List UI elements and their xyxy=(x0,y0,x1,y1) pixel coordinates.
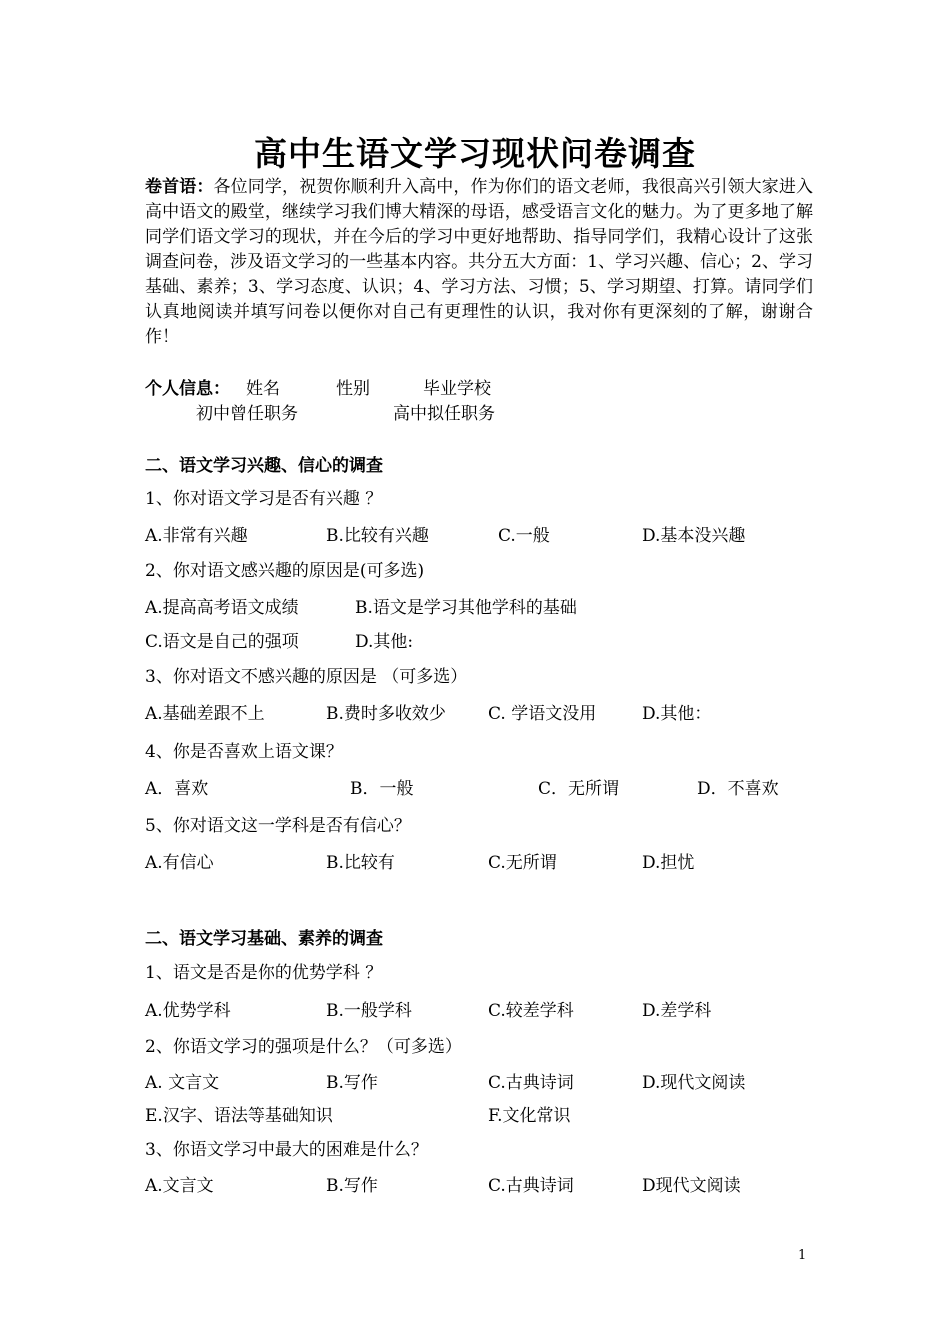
s1-q3-text: 3、你对语文不感兴趣的原因是 （可多选） xyxy=(145,667,468,687)
s2-q2-text: 2、你语文学习的强项是什么？（可多选） xyxy=(145,1037,462,1057)
s2-q2-option-f: F.文化常识 xyxy=(488,1106,571,1126)
s1-q2-option-c: C.语文是自己的强项 xyxy=(145,632,299,652)
s1-q4-option-a: A．喜欢 xyxy=(145,779,209,799)
s2-q3-option-b: B.写作 xyxy=(326,1176,378,1196)
s1-q1-option-a: A.非常有兴趣 xyxy=(145,526,248,546)
s2-q1-text: 1、语文是否是你的优势学科 ？ xyxy=(145,963,383,983)
s1-q3-option-c: C. 学语文没用 xyxy=(488,704,597,724)
s1-q5-option-d: D.担忧 xyxy=(642,853,695,873)
s2-q2-option-c: C.古典诗词 xyxy=(488,1073,574,1093)
s1-q1-option-b: B.比较有兴趣 xyxy=(326,526,429,546)
field-senior-post: 高中拟任职务 xyxy=(393,404,495,424)
section1-heading: 二、语文学习兴趣、信心的调查 xyxy=(145,456,383,476)
s2-q2-option-e: E.汉字、语法等基础知识 xyxy=(145,1106,333,1126)
s1-q3-option-a: A.基础差跟不上 xyxy=(145,704,265,724)
s2-q3-option-a: A.文言文 xyxy=(145,1176,214,1196)
intro-paragraph xyxy=(145,175,813,350)
document-title: 高中生语文学习现状问卷调查 xyxy=(254,134,696,173)
s1-q1-option-c: C.一般 xyxy=(498,526,550,546)
s1-q3-option-b: B.费时多收效少 xyxy=(326,704,446,724)
s1-q2-option-a: A.提高高考语文成绩 xyxy=(145,598,299,618)
s2-q1-option-c: C.较差学科 xyxy=(488,1001,574,1021)
s2-q3-option-d: D现代文阅读 xyxy=(642,1176,741,1196)
s1-q1-text: 1、你对语文学习是否有兴趣 ？ xyxy=(145,489,383,509)
s1-q4-option-b: B．一般 xyxy=(350,779,414,799)
s2-q1-option-a: A.优势学科 xyxy=(145,1001,231,1021)
s1-q5-option-a: A.有信心 xyxy=(145,853,214,873)
intro-text: 各位同学，祝贺你顺利升入高中，作为你们的语文老师，我很高兴引领大家进入高中语文的殿堂，继续学习我们博大精深的母语，感受语言文化的魅力。为了更多地了解同学们语文学习的现状，并在今后的学习中更好地帮助、指导同学们，我精心设计了这张调查问卷，涉及语文学习的一些基本内容。共分五大方面：1、学习兴趣、信心；2、学习基础、素养；3、学习态度、认识；4、学习方法、习惯；5、学习期望、打算。请同学们认真地阅读并填写问卷以便你对自己有更理性的认识，我对你有更深刻的了解，谢谢合作！ xyxy=(145,177,814,347)
s2-q3-option-c: C.古典诗词 xyxy=(488,1176,574,1196)
field-junior-post: 初中曾任职务 xyxy=(196,404,298,424)
personal-info-label: 个人信息： xyxy=(145,379,230,399)
field-name: 姓名 xyxy=(246,379,280,399)
s1-q5-option-b: B.比较有 xyxy=(326,853,395,873)
s1-q3-option-d: D.其他： xyxy=(642,704,712,724)
s1-q1-option-d: D.基本没兴趣 xyxy=(642,526,746,546)
s1-q5-option-c: C.无所谓 xyxy=(488,853,557,873)
s1-q4-option-d: D．不喜欢 xyxy=(697,779,779,799)
s2-q1-option-d: D.差学科 xyxy=(642,1001,712,1021)
page-number: 1 xyxy=(798,1248,807,1263)
s2-q2-option-b: B.写作 xyxy=(326,1073,378,1093)
s2-q2-option-a: A. 文言文 xyxy=(145,1073,220,1093)
s1-q2-option-d: D.其他: xyxy=(355,632,414,652)
field-school: 毕业学校 xyxy=(423,379,491,399)
s2-q2-option-d: D.现代文阅读 xyxy=(642,1073,746,1093)
s2-q1-option-b: B.一般学科 xyxy=(326,1001,412,1021)
s1-q2-text: 2、你对语文感兴趣的原因是(可多选) xyxy=(145,561,425,581)
s1-q4-option-c: C．无所谓 xyxy=(538,779,620,799)
s1-q5-text: 5、你对语文这一学科是否有信心？ xyxy=(145,816,411,836)
field-gender: 性别 xyxy=(336,379,370,399)
s2-q3-text: 3、你语文学习中最大的困难是什么？ xyxy=(145,1140,428,1160)
s1-q2-option-b: B.语文是学习其他学科的基础 xyxy=(355,598,577,618)
section2-heading: 二、语文学习基础、素养的调查 xyxy=(145,929,383,949)
intro-label: 卷首语： xyxy=(145,177,214,197)
s1-q4-text: 4、你是否喜欢上语文课？ xyxy=(145,742,343,762)
